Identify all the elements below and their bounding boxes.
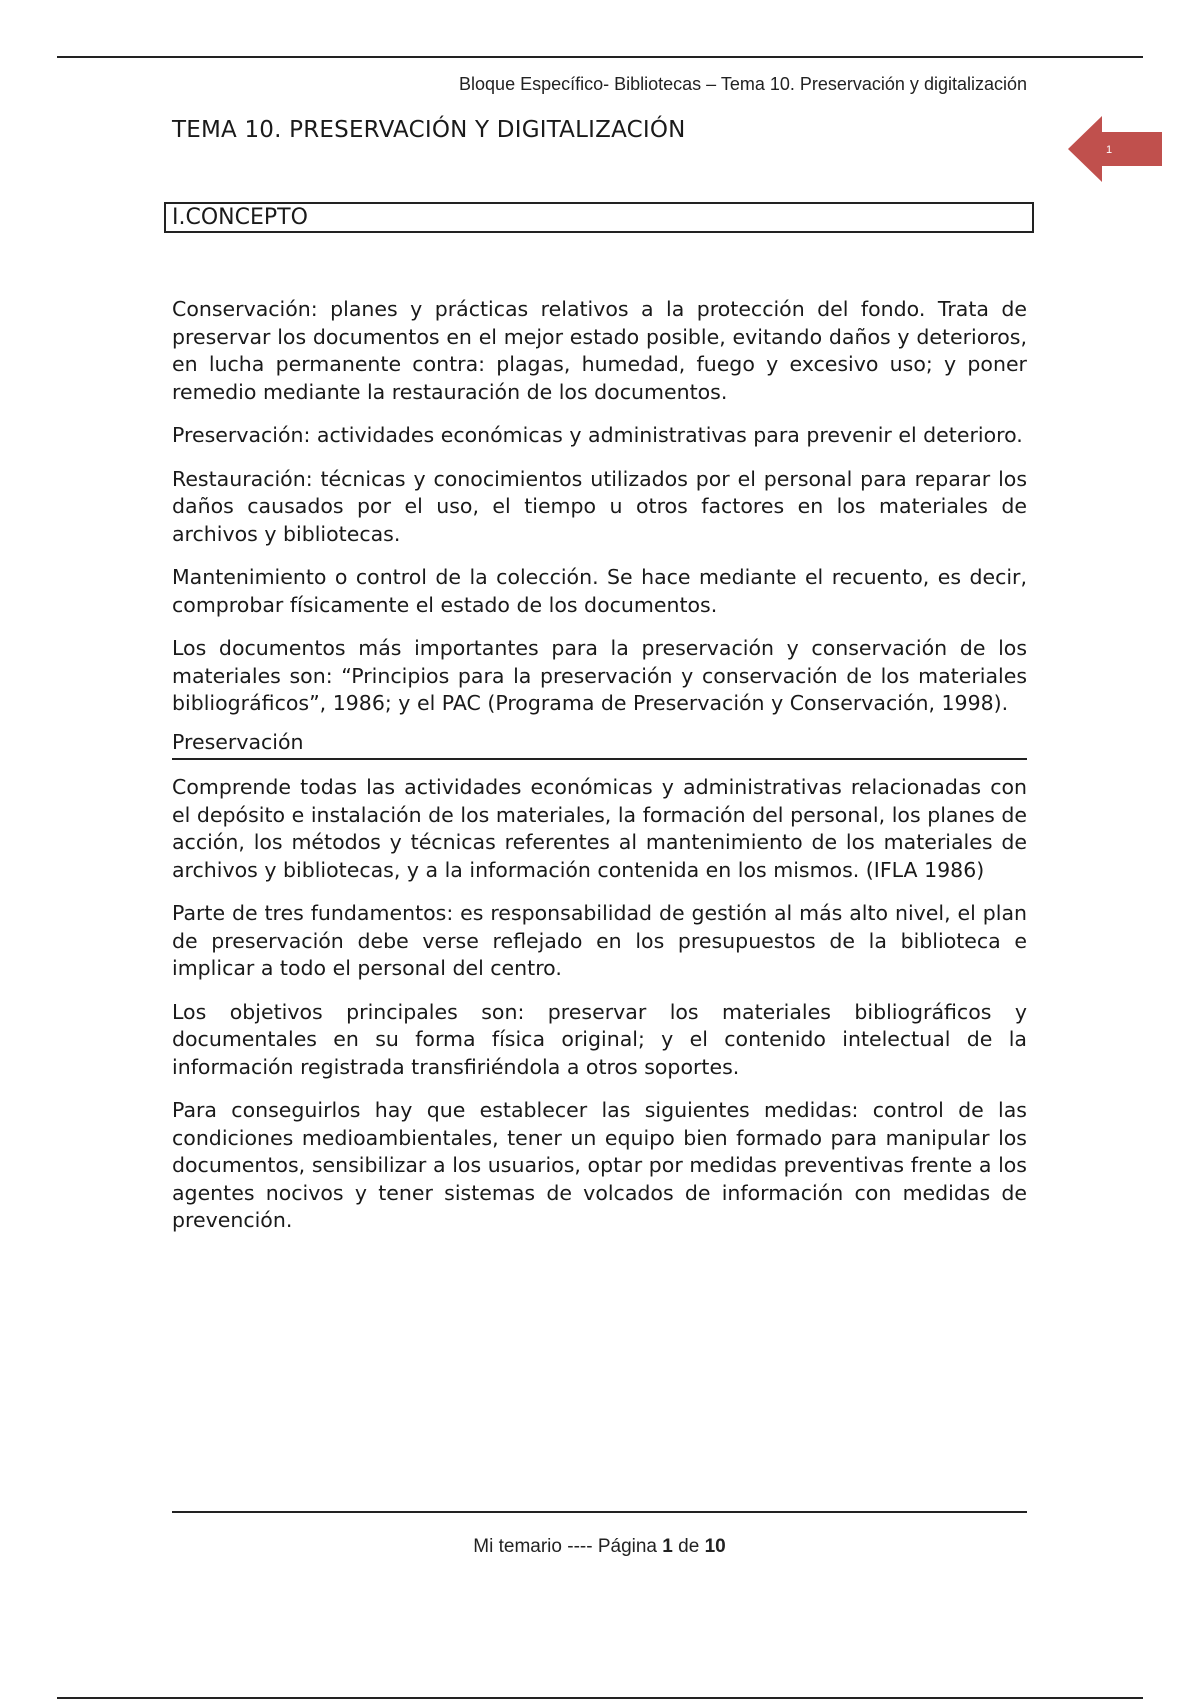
footer-rule <box>172 1511 1027 1513</box>
paragraph-comprende: Comprende todas las actividades económicas y administrativas relacionadas con el depósito e instalación de los materiales, la formación del personal, los planes de acción, los métodos y técnicas referentes al mantenimiento de los materiales de archivos y bibliotecas, y a la información contenida en los mismos. (IFLA 1986) <box>172 775 1027 882</box>
paragraph-fundamentos: Parte de tres fundamentos: es responsabilidad de gestión al más alto nivel, el plan de preservación debe verse reflejado en los presupuestos de la biblioteca e implicar a todo el personal del centro. <box>172 901 1027 980</box>
arrow-shape <box>1068 116 1162 182</box>
paragraph-restauracion: Restauración: técnicas y conocimientos utilizados por el personal para reparar los daños causados por el uso, el tiempo u otros factores en los materiales de archivos y bibliotecas. <box>172 466 1027 546</box>
running-header: Bloque Específico- Bibliotecas – Tema 10. Preservación y digitalización <box>459 74 1027 94</box>
paragraph-documentos-importantes: Los documentos más importantes para la preservación y conservación de los materiales son: “Principios para la preservación y conservación de los materiales bibliográficos”, 1986; y el PAC (Programa de Preservación y Conservación, 1998). <box>172 636 1027 715</box>
footer-separator: de <box>678 1536 700 1557</box>
footer-current-page: 1 <box>662 1536 673 1557</box>
section-heading-concepto: I.CONCEPTO <box>164 202 1034 233</box>
page-marker-label: 1 <box>1106 144 1113 156</box>
page-title: TEMA 10. PRESERVACIÓN Y DIGITALIZACIÓN <box>172 117 686 143</box>
page-arrow-icon[interactable] <box>1068 116 1162 182</box>
paragraph-medidas: Para conseguirlos hay que establecer las siguientes medidas: control de las condiciones medioambientales, tener un equipo bien formado para manipular los documentos, sensibilizar a los usuarios, optar por medidas preventivas frente a los agentes nocivos y tener sistemas de volcados de información con medidas de prevención. <box>172 1098 1027 1232</box>
bottom-rule <box>57 1697 1143 1699</box>
footer-total-pages: 10 <box>704 1536 726 1557</box>
paragraph-mantenimiento: Mantenimiento o control de la colección. Se hace mediante el recuento, es decir, comprobar físicamente el estado de los documentos. <box>172 565 1027 617</box>
subheading-preservacion: Preservación <box>172 729 1027 761</box>
top-rule <box>57 56 1143 58</box>
paragraph-conservacion: Conservación: planes y prácticas relativos a la protección del fondo. Trata de preservar los documentos en el mejor estado posible, evitando daños y deterioros, en lucha permanente contra: plagas, humedad, fuego y excesivo uso; y poner remedio mediante la restauración de los documentos. <box>172 297 1027 404</box>
paragraph-preservacion-def: Preservación: actividades económicas y administrativas para prevenir el deterioro. <box>172 423 1023 447</box>
page-footer <box>172 1536 1027 1558</box>
paragraph-objetivos: Los objetivos principales son: preservar los materiales bibliográficos y documentales en su forma física original; y el contenido intelectual de la información registrada transfiriéndola a otros soportes. <box>172 999 1027 1079</box>
footer-prefix: Mi temario ---- Página <box>473 1536 657 1557</box>
document-body <box>172 296 1027 1251</box>
